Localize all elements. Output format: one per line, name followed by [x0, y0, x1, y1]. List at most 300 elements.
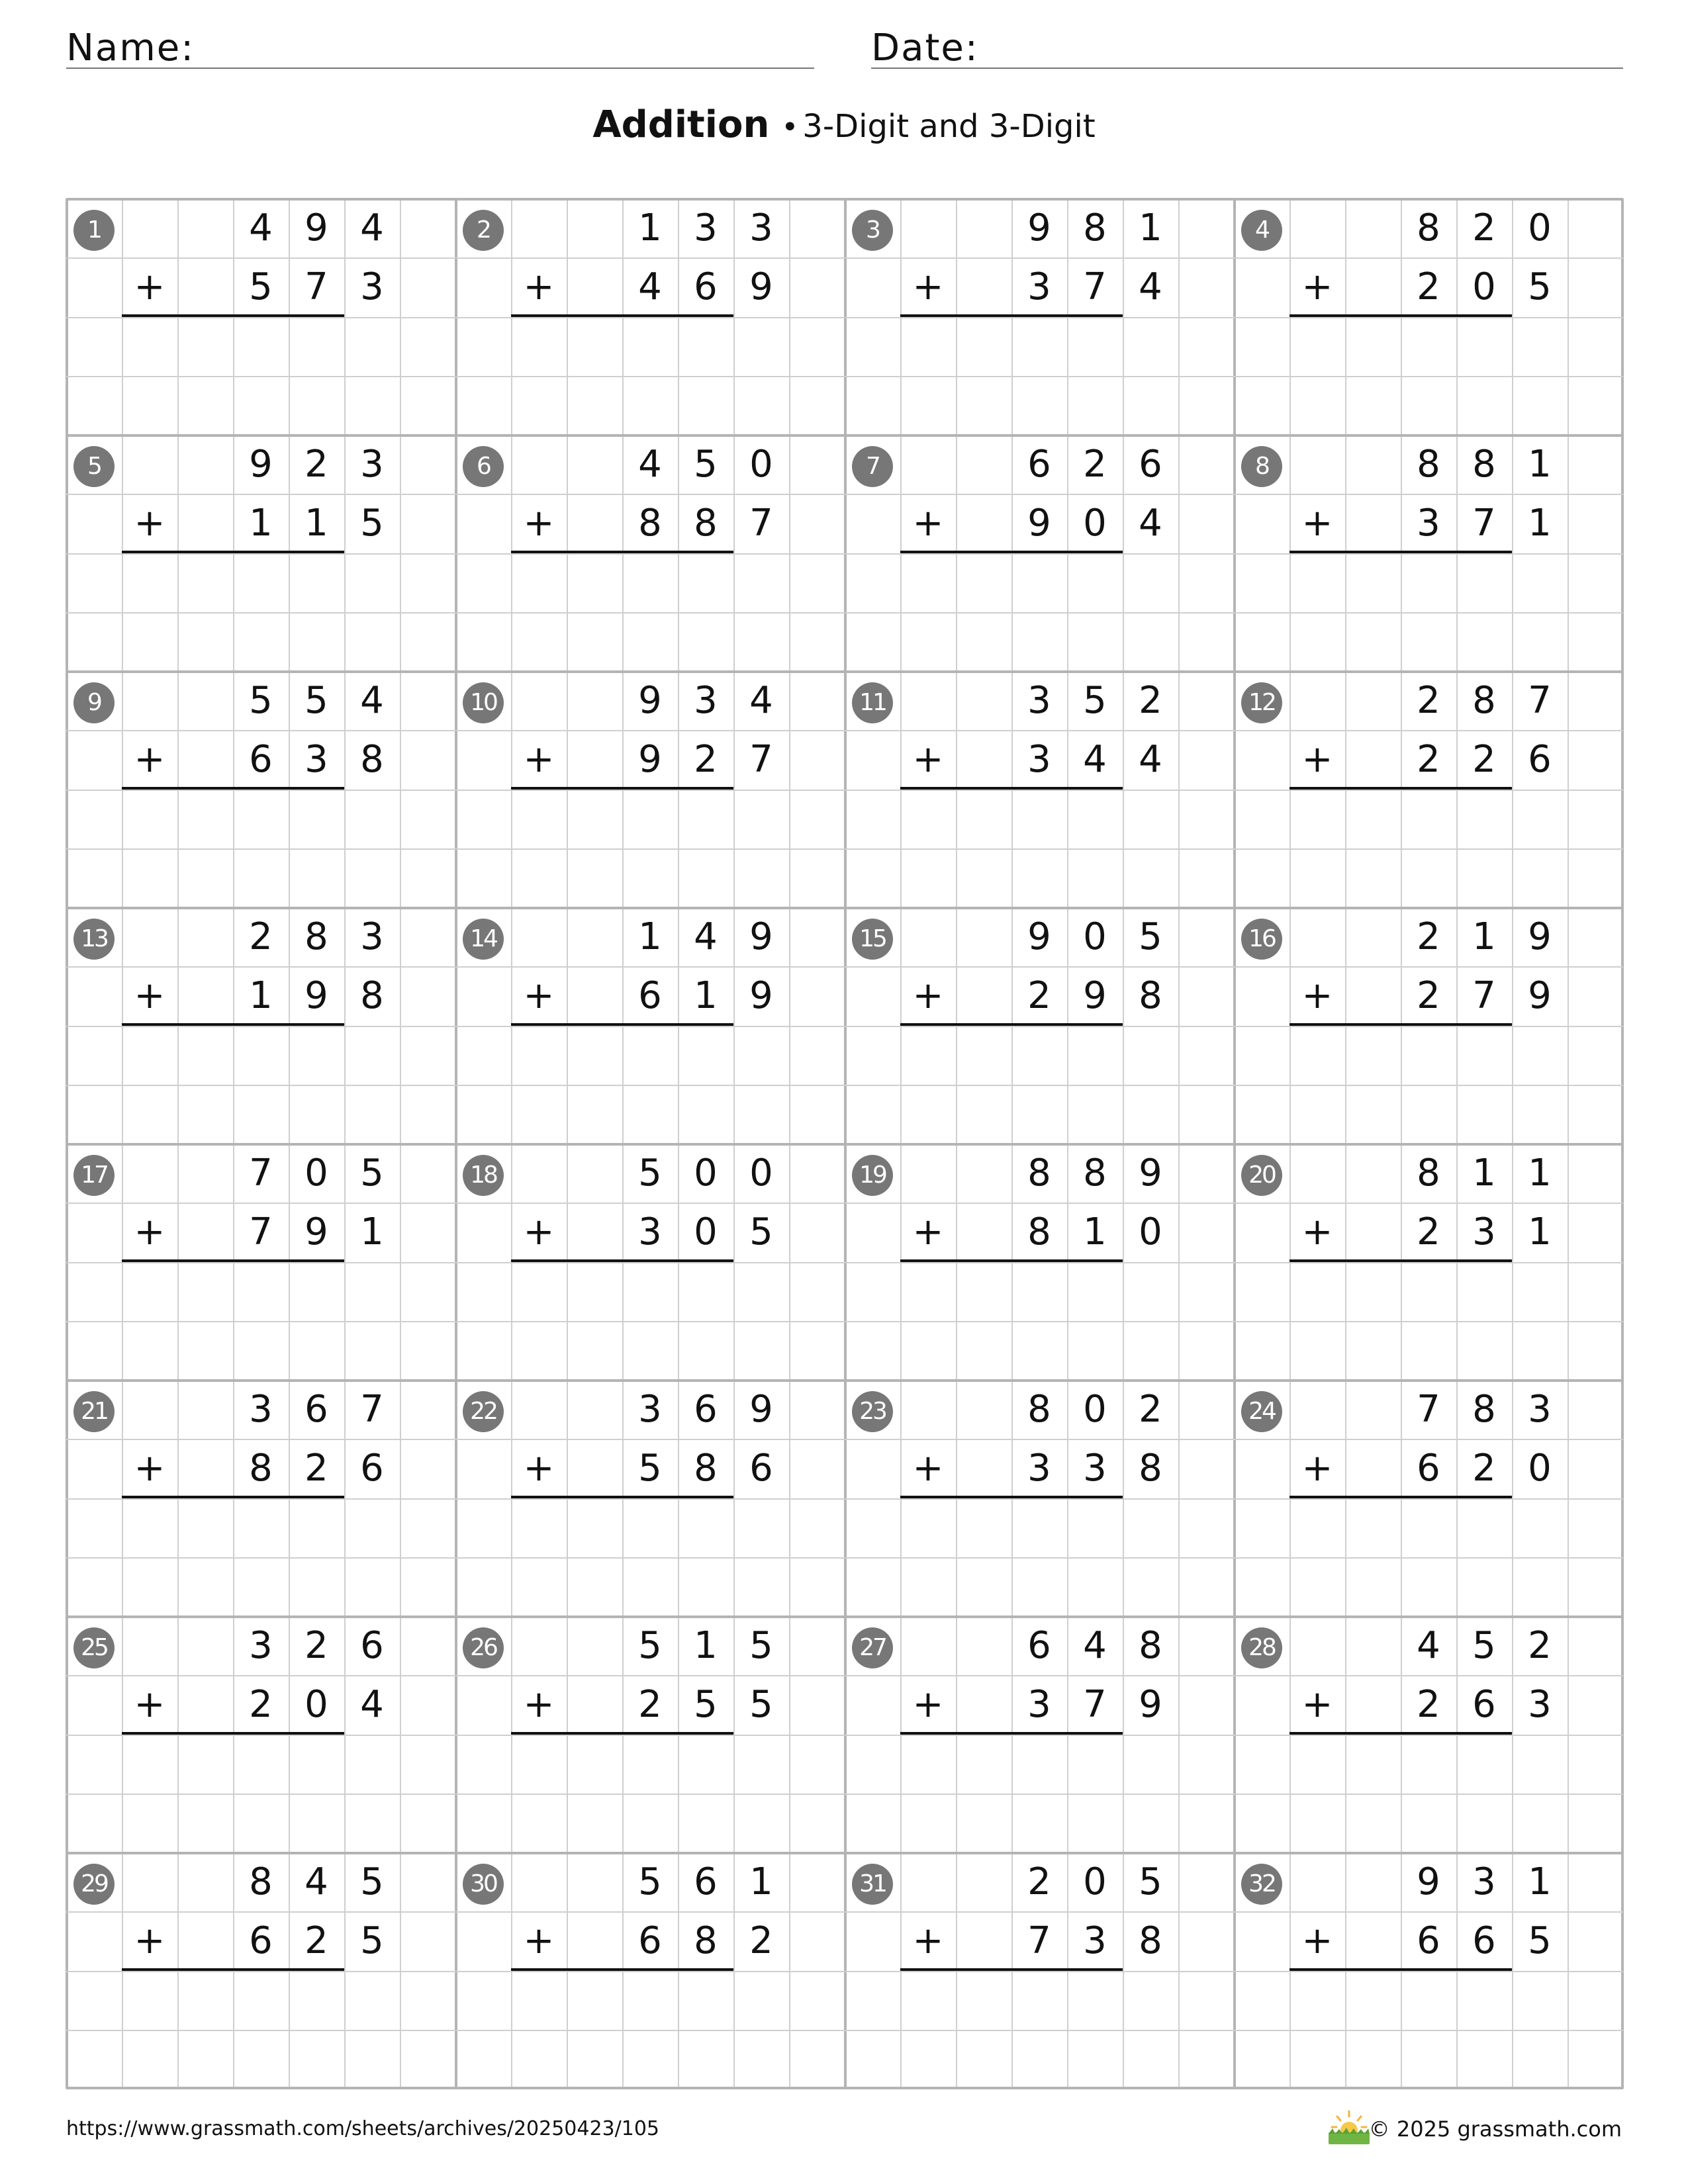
answer-rule	[511, 1259, 733, 1262]
answer-rule	[122, 1023, 344, 1026]
answer-area[interactable]	[900, 1263, 1178, 1375]
addend-bottom-digit: 5	[638, 1447, 662, 1490]
plus-operator: +	[1301, 502, 1333, 545]
answer-area[interactable]	[511, 790, 789, 903]
answer-area[interactable]	[900, 1499, 1178, 1612]
addend-bottom-digit: 4	[1083, 738, 1107, 781]
problem-number-badge: 32	[1241, 1864, 1282, 1905]
worksheet-grid	[66, 199, 1623, 2089]
addend-bottom-digit: 5	[1528, 1919, 1552, 1962]
addend-top-digit: 1	[1139, 206, 1162, 250]
addend-bottom-digit: 5	[249, 265, 273, 308]
addend-bottom-digit: 6	[249, 738, 273, 781]
plus-operator: +	[912, 502, 944, 545]
addend-bottom-digit: 1	[249, 974, 273, 1017]
addend-top-digit: 5	[749, 1624, 773, 1667]
date-line[interactable]	[871, 68, 1623, 69]
addend-bottom-digit: 5	[360, 502, 384, 545]
problem-1	[66, 199, 455, 435]
addend-bottom-digit: 6	[638, 974, 662, 1017]
answer-area[interactable]	[1289, 790, 1568, 903]
problem-number-badge: 11	[852, 682, 893, 723]
problem-30	[455, 1852, 845, 2089]
addend-top-digit: 6	[694, 1388, 718, 1431]
addend-bottom-digit: 9	[749, 974, 773, 1017]
title-separator: •	[781, 111, 799, 144]
addend-bottom-digit: 0	[694, 1210, 718, 1253]
problem-number-badge: 13	[73, 919, 115, 960]
addend-bottom-digit: 0	[1083, 502, 1107, 545]
addend-bottom-digit: 8	[638, 502, 662, 545]
addend-bottom-digit: 8	[1027, 1210, 1051, 1253]
addend-bottom-digit: 7	[749, 738, 773, 781]
addend-top-digit: 5	[638, 1152, 662, 1195]
answer-area[interactable]	[900, 318, 1178, 430]
addend-bottom-digit: 2	[1417, 265, 1440, 308]
addend-top-digit: 0	[1528, 206, 1552, 250]
addend-top-digit: 5	[1472, 1624, 1496, 1667]
footer-url: https://www.grassmath.com/sheets/archives/20250423/105	[66, 2117, 660, 2140]
addend-top-digit: 7	[360, 1388, 384, 1431]
addend-bottom-digit: 0	[1528, 1447, 1552, 1490]
addend-bottom-digit: 3	[1027, 1683, 1051, 1726]
problem-number-badge: 10	[463, 682, 504, 723]
addend-top-digit: 3	[360, 915, 384, 958]
footer-copyright: © 2025 grassmath.com	[1368, 2116, 1622, 2142]
addend-top-digit: 3	[249, 1388, 273, 1431]
problem-12	[1234, 671, 1623, 907]
problem-3	[845, 199, 1234, 435]
addend-bottom-digit: 2	[305, 1447, 328, 1490]
addend-top-digit: 8	[1472, 679, 1496, 722]
answer-rule	[122, 1259, 344, 1262]
addend-bottom-digit: 9	[1139, 1683, 1162, 1726]
addend-bottom-digit: 9	[1083, 974, 1107, 1017]
answer-area[interactable]	[122, 1263, 400, 1375]
answer-rule	[511, 787, 733, 790]
addend-top-digit: 7	[249, 1152, 273, 1195]
plus-operator: +	[134, 1447, 165, 1490]
answer-area[interactable]	[900, 1972, 1178, 2084]
plus-operator: +	[1301, 974, 1333, 1017]
addend-bottom-digit: 7	[1083, 1683, 1107, 1726]
answer-area[interactable]	[122, 318, 400, 430]
plus-operator: +	[1301, 1210, 1333, 1253]
addend-top-digit: 1	[1472, 1152, 1496, 1195]
addend-top-digit: 8	[305, 915, 328, 958]
addend-top-digit: 4	[694, 915, 718, 958]
plus-operator: +	[912, 1683, 944, 1726]
addend-top-digit: 8	[1417, 206, 1440, 250]
answer-area[interactable]	[900, 554, 1178, 666]
addend-top-digit: 4	[749, 679, 773, 722]
addend-bottom-digit: 8	[1139, 1447, 1162, 1490]
addend-bottom-digit: 8	[694, 1447, 718, 1490]
addend-bottom-digit: 1	[249, 502, 273, 545]
addend-bottom-digit: 9	[749, 265, 773, 308]
addend-top-digit: 2	[1417, 915, 1440, 958]
addend-bottom-digit: 0	[305, 1683, 328, 1726]
addend-top-digit: 2	[249, 915, 273, 958]
problem-number-badge: 28	[1241, 1627, 1282, 1668]
plus-operator: +	[523, 502, 555, 545]
problem-26	[455, 1616, 845, 1852]
answer-rule	[122, 1496, 344, 1498]
problem-number-badge: 30	[463, 1864, 504, 1905]
answer-area[interactable]	[511, 1026, 789, 1139]
problem-21	[66, 1380, 455, 1616]
addend-bottom-digit: 4	[1139, 738, 1162, 781]
addend-bottom-digit: 3	[1083, 1919, 1107, 1962]
addend-top-digit: 4	[305, 1860, 328, 1903]
addend-top-digit: 2	[1083, 443, 1107, 486]
addend-bottom-digit: 9	[1528, 974, 1552, 1017]
addend-bottom-digit: 0	[1139, 1210, 1162, 1253]
addend-top-digit: 3	[749, 206, 773, 250]
problem-number-badge: 8	[1241, 446, 1282, 487]
addend-top-digit: 1	[638, 206, 662, 250]
addend-top-digit: 6	[1027, 443, 1051, 486]
name-line[interactable]	[66, 68, 814, 69]
addend-top-digit: 9	[1027, 206, 1051, 250]
answer-area[interactable]	[900, 790, 1178, 903]
addend-bottom-digit: 8	[360, 974, 384, 1017]
addend-top-digit: 5	[249, 679, 273, 722]
answer-rule	[511, 1496, 733, 1498]
plus-operator: +	[1301, 1683, 1333, 1726]
addend-bottom-digit: 4	[1139, 265, 1162, 308]
grass-sun-logo-icon	[1326, 2109, 1372, 2146]
addend-top-digit: 0	[305, 1152, 328, 1195]
addend-top-digit: 8	[1472, 1388, 1496, 1431]
addend-top-digit: 8	[1083, 1152, 1107, 1195]
addend-top-digit: 9	[749, 1388, 773, 1431]
addend-bottom-digit: 6	[1417, 1919, 1440, 1962]
problem-10	[455, 671, 845, 907]
plus-operator: +	[912, 1210, 944, 1253]
problem-number-badge: 17	[73, 1155, 115, 1196]
answer-rule	[1289, 1732, 1512, 1735]
answer-rule	[511, 551, 733, 553]
addend-bottom-digit: 6	[694, 265, 718, 308]
addend-top-digit: 3	[638, 1388, 662, 1431]
answer-area[interactable]	[122, 1499, 400, 1612]
problem-11	[845, 671, 1234, 907]
problem-28	[1234, 1616, 1623, 1852]
addend-bottom-digit: 2	[305, 1919, 328, 1962]
addend-top-digit: 3	[1472, 1860, 1496, 1903]
addend-top-digit: 5	[360, 1860, 384, 1903]
problem-31	[845, 1852, 1234, 2089]
addend-bottom-digit: 7	[749, 502, 773, 545]
problem-2	[455, 199, 845, 435]
addend-top-digit: 4	[1417, 1624, 1440, 1667]
addend-bottom-digit: 2	[1417, 1210, 1440, 1253]
addend-bottom-digit: 3	[1027, 265, 1051, 308]
addend-bottom-digit: 3	[1417, 502, 1440, 545]
addend-bottom-digit: 2	[638, 1683, 662, 1726]
answer-area[interactable]	[1289, 1026, 1568, 1139]
plus-operator: +	[523, 1683, 555, 1726]
plus-operator: +	[523, 1210, 555, 1253]
addend-top-digit: 0	[749, 443, 773, 486]
addend-top-digit: 2	[1027, 1860, 1051, 1903]
answer-rule	[511, 314, 733, 317]
addend-top-digit: 1	[749, 1860, 773, 1903]
answer-rule	[900, 1496, 1123, 1498]
answer-area[interactable]	[122, 1026, 400, 1139]
addend-top-digit: 9	[1417, 1860, 1440, 1903]
addend-top-digit: 8	[249, 1860, 273, 1903]
answer-rule	[1289, 1259, 1512, 1262]
addend-top-digit: 5	[305, 679, 328, 722]
plus-operator: +	[912, 738, 944, 781]
problem-number-badge: 20	[1241, 1155, 1282, 1196]
answer-rule	[900, 551, 1123, 553]
addend-top-digit: 5	[1083, 679, 1107, 722]
addend-top-digit: 7	[1417, 1388, 1440, 1431]
plus-operator: +	[134, 265, 165, 308]
addend-top-digit: 9	[749, 915, 773, 958]
addend-top-digit: 9	[638, 679, 662, 722]
addend-bottom-digit: 2	[1417, 974, 1440, 1017]
addend-bottom-digit: 6	[1472, 1683, 1496, 1726]
answer-area[interactable]	[122, 790, 400, 903]
plus-operator: +	[134, 1919, 165, 1962]
answer-rule	[122, 1732, 344, 1735]
answer-area[interactable]	[900, 1735, 1178, 1848]
addend-bottom-digit: 3	[638, 1210, 662, 1253]
addend-top-digit: 6	[1139, 443, 1162, 486]
answer-area[interactable]	[511, 554, 789, 666]
addend-top-digit: 3	[694, 206, 718, 250]
answer-area[interactable]	[511, 1972, 789, 2084]
problem-number-badge: 31	[852, 1864, 893, 1905]
addend-bottom-digit: 3	[1083, 1447, 1107, 1490]
addend-top-digit: 9	[249, 443, 273, 486]
addend-bottom-digit: 2	[249, 1683, 273, 1726]
answer-rule	[511, 1023, 733, 1026]
problem-9	[66, 671, 455, 907]
worksheet-title	[0, 103, 1688, 146]
addend-bottom-digit: 3	[1027, 738, 1051, 781]
addend-top-digit: 8	[1472, 443, 1496, 486]
addend-bottom-digit: 5	[360, 1919, 384, 1962]
addend-top-digit: 0	[694, 1152, 718, 1195]
addend-bottom-digit: 4	[1139, 502, 1162, 545]
addend-bottom-digit: 4	[638, 265, 662, 308]
addend-bottom-digit: 6	[360, 1447, 384, 1490]
problem-4	[1234, 199, 1623, 435]
plus-operator: +	[912, 265, 944, 308]
addend-top-digit: 9	[305, 206, 328, 250]
date-label: Date:	[871, 26, 979, 69]
addend-bottom-digit: 1	[1083, 1210, 1107, 1253]
addend-bottom-digit: 9	[638, 738, 662, 781]
addend-bottom-digit: 6	[1472, 1919, 1496, 1962]
answer-rule	[1289, 1496, 1512, 1498]
answer-rule	[122, 314, 344, 317]
addend-top-digit: 8	[1083, 206, 1107, 250]
problem-14	[455, 907, 845, 1144]
addend-bottom-digit: 5	[694, 1683, 718, 1726]
answer-area[interactable]	[122, 1972, 400, 2084]
addend-bottom-digit: 2	[1417, 738, 1440, 781]
answer-area[interactable]	[511, 318, 789, 430]
addend-bottom-digit: 1	[360, 1210, 384, 1253]
problem-16	[1234, 907, 1623, 1144]
answer-area[interactable]	[1289, 1972, 1568, 2084]
addend-top-digit: 1	[1472, 915, 1496, 958]
addend-bottom-digit: 1	[1528, 1210, 1552, 1253]
addend-bottom-digit: 8	[1139, 974, 1162, 1017]
answer-area[interactable]	[511, 1499, 789, 1612]
addend-top-digit: 3	[360, 443, 384, 486]
addend-top-digit: 6	[1027, 1624, 1051, 1667]
addend-top-digit: 2	[305, 1624, 328, 1667]
addend-bottom-digit: 3	[360, 265, 384, 308]
addend-bottom-digit: 9	[305, 1210, 328, 1253]
addend-bottom-digit: 7	[1027, 1919, 1051, 1962]
addend-top-digit: 1	[1528, 1152, 1552, 1195]
addend-bottom-digit: 6	[249, 1919, 273, 1962]
addend-top-digit: 0	[1083, 1388, 1107, 1431]
addend-bottom-digit: 7	[1083, 265, 1107, 308]
problem-number-badge: 7	[852, 446, 893, 487]
addend-bottom-digit: 9	[1027, 502, 1051, 545]
answer-rule	[900, 787, 1123, 790]
answer-rule	[900, 1023, 1123, 1026]
problem-number-badge: 2	[463, 210, 504, 251]
addend-top-digit: 2	[1139, 1388, 1162, 1431]
answer-rule	[900, 1259, 1123, 1262]
addend-top-digit: 1	[694, 1624, 718, 1667]
problem-number-badge: 4	[1241, 210, 1282, 251]
addend-top-digit: 1	[1528, 443, 1552, 486]
answer-area[interactable]	[1289, 1263, 1568, 1375]
addend-top-digit: 6	[360, 1624, 384, 1667]
problem-number-badge: 24	[1241, 1391, 1282, 1432]
addend-top-digit: 3	[694, 679, 718, 722]
problem-19	[845, 1144, 1234, 1380]
plus-operator: +	[1301, 738, 1333, 781]
addend-bottom-digit: 2	[1417, 1683, 1440, 1726]
addend-bottom-digit: 7	[1472, 974, 1496, 1017]
addend-top-digit: 2	[305, 443, 328, 486]
plus-operator: +	[134, 738, 165, 781]
problem-number-badge: 6	[463, 446, 504, 487]
addend-bottom-digit: 5	[749, 1683, 773, 1726]
problem-number-badge: 15	[852, 919, 893, 960]
problem-17	[66, 1144, 455, 1380]
answer-rule	[1289, 314, 1512, 317]
addend-bottom-digit: 1	[305, 502, 328, 545]
addend-top-digit: 4	[1083, 1624, 1107, 1667]
addend-bottom-digit: 8	[694, 502, 718, 545]
addend-top-digit: 8	[1417, 1152, 1440, 1195]
answer-area[interactable]	[1289, 1499, 1568, 1612]
plus-operator: +	[912, 1447, 944, 1490]
addend-top-digit: 3	[249, 1624, 273, 1667]
addend-top-digit: 4	[360, 679, 384, 722]
addend-top-digit: 6	[305, 1388, 328, 1431]
plus-operator: +	[1301, 265, 1333, 308]
plus-operator: +	[523, 265, 555, 308]
problem-number-badge: 3	[852, 210, 893, 251]
addend-top-digit: 6	[694, 1860, 718, 1903]
plus-operator: +	[912, 1919, 944, 1962]
problem-13	[66, 907, 455, 1144]
plus-operator: +	[1301, 1919, 1333, 1962]
addend-bottom-digit: 6	[749, 1447, 773, 1490]
addend-top-digit: 5	[638, 1860, 662, 1903]
answer-rule	[900, 1732, 1123, 1735]
addend-bottom-digit: 2	[1472, 1447, 1496, 1490]
addend-top-digit: 5	[360, 1152, 384, 1195]
problem-number-badge: 21	[73, 1391, 115, 1432]
addend-bottom-digit: 3	[1472, 1210, 1496, 1253]
answer-area[interactable]	[1289, 1735, 1568, 1848]
addend-top-digit: 7	[1528, 679, 1552, 722]
answer-area[interactable]	[900, 1026, 1178, 1139]
addend-top-digit: 1	[1528, 1860, 1552, 1903]
addend-bottom-digit: 7	[1472, 502, 1496, 545]
answer-area[interactable]	[122, 1735, 400, 1848]
plus-operator: +	[523, 1447, 555, 1490]
addend-top-digit: 9	[1027, 915, 1051, 958]
problem-number-badge: 19	[852, 1155, 893, 1196]
addend-top-digit: 5	[1139, 915, 1162, 958]
addend-top-digit: 3	[1027, 679, 1051, 722]
addend-bottom-digit: 5	[749, 1210, 773, 1253]
addend-bottom-digit: 1	[694, 974, 718, 1017]
addend-top-digit: 8	[1027, 1388, 1051, 1431]
answer-area[interactable]	[511, 1735, 789, 1848]
addend-bottom-digit: 1	[1528, 502, 1552, 545]
addend-bottom-digit: 8	[694, 1919, 718, 1962]
problem-25	[66, 1616, 455, 1852]
addend-top-digit: 5	[638, 1624, 662, 1667]
addend-top-digit: 9	[1139, 1152, 1162, 1195]
answer-rule	[511, 1968, 733, 1971]
addend-top-digit: 1	[638, 915, 662, 958]
addend-top-digit: 5	[1139, 1860, 1162, 1903]
addend-top-digit: 2	[1528, 1624, 1552, 1667]
addend-top-digit: 2	[1139, 679, 1162, 722]
addend-bottom-digit: 6	[1417, 1447, 1440, 1490]
problem-8	[1234, 435, 1623, 671]
addend-bottom-digit: 8	[249, 1447, 273, 1490]
addend-bottom-digit: 2	[694, 738, 718, 781]
addend-top-digit: 0	[749, 1152, 773, 1195]
problem-number-badge: 25	[73, 1627, 115, 1668]
problem-number-badge: 9	[73, 682, 115, 723]
answer-area[interactable]	[1289, 554, 1568, 666]
name-label: Name:	[66, 26, 195, 69]
answer-area[interactable]	[1289, 318, 1568, 430]
addend-bottom-digit: 5	[1528, 265, 1552, 308]
problem-number-badge: 5	[73, 446, 115, 487]
answer-area[interactable]	[511, 1263, 789, 1375]
addend-top-digit: 8	[1417, 443, 1440, 486]
addend-bottom-digit: 7	[249, 1210, 273, 1253]
answer-rule	[1289, 551, 1512, 553]
addend-bottom-digit: 3	[1027, 1447, 1051, 1490]
problem-23	[845, 1380, 1234, 1616]
addend-bottom-digit: 3	[305, 738, 328, 781]
answer-rule	[900, 314, 1123, 317]
answer-area[interactable]	[122, 554, 400, 666]
